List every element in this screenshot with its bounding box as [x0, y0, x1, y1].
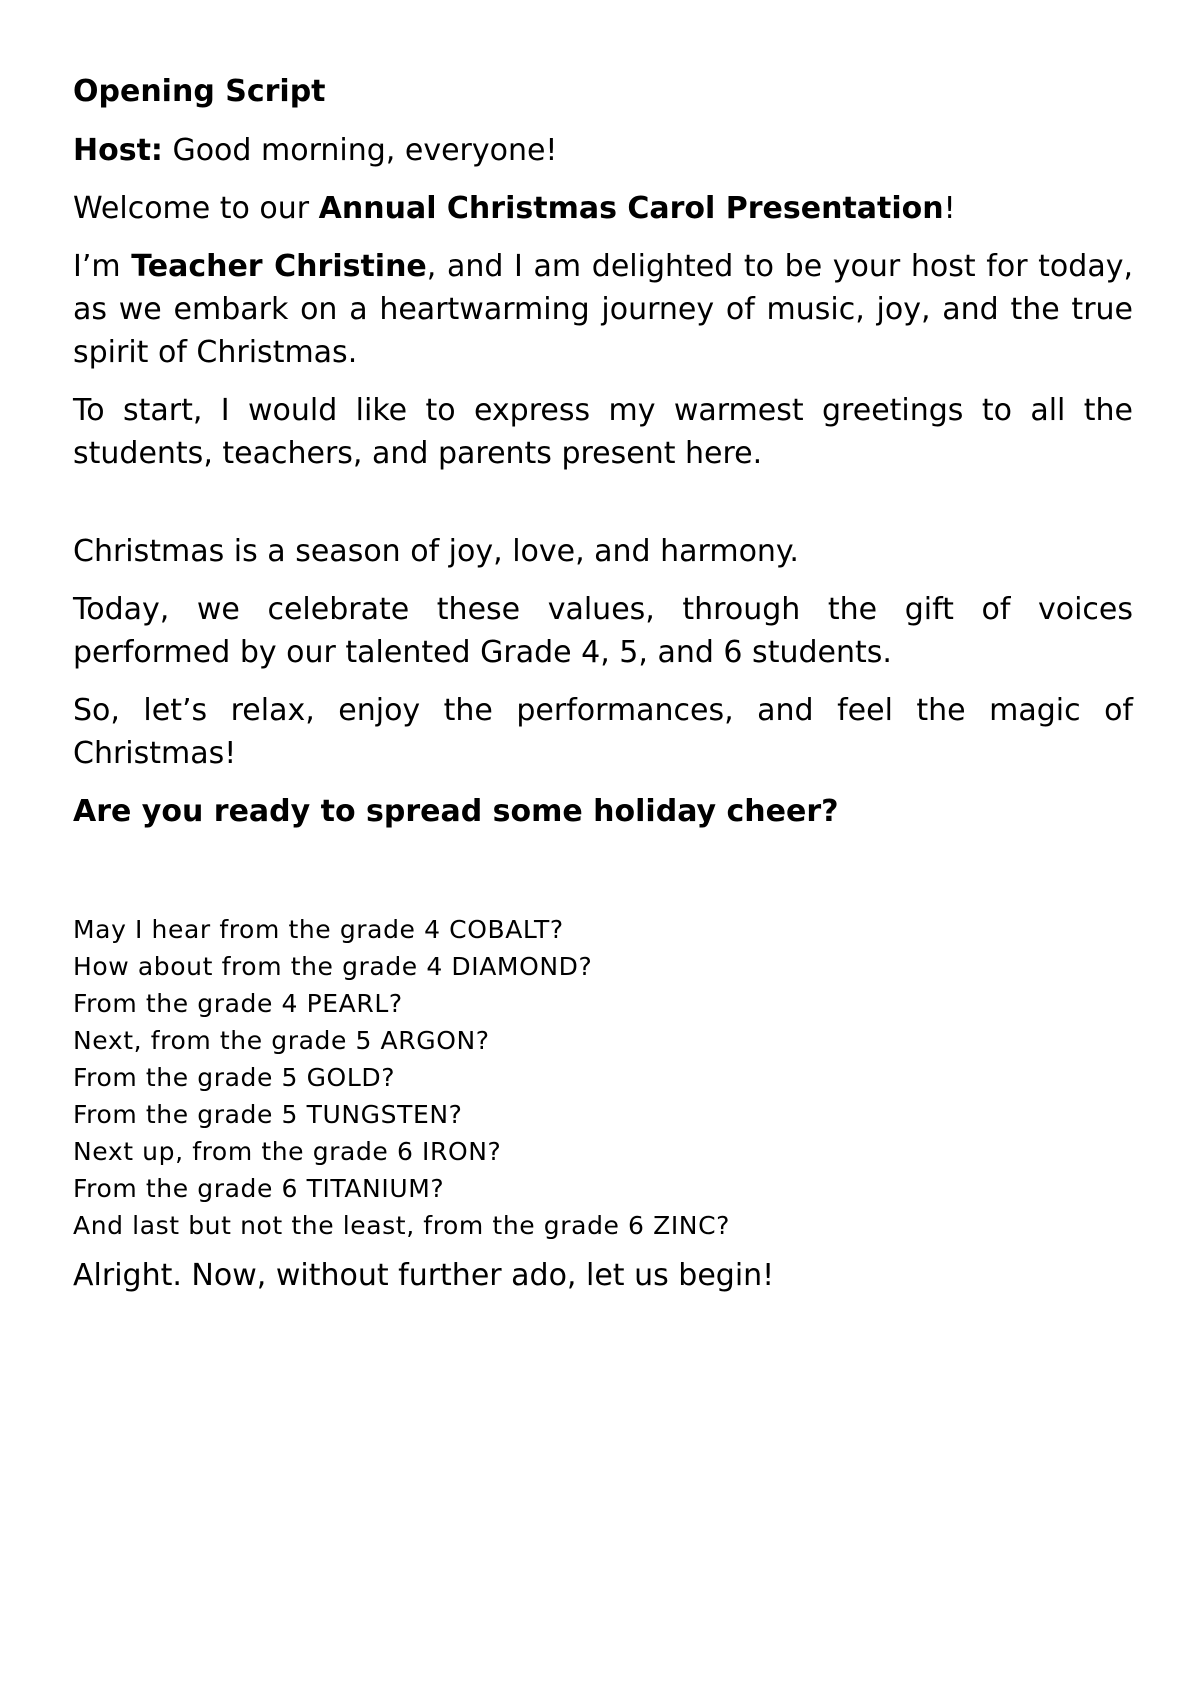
- cheer-question: Are you ready to spread some holiday cheer?: [73, 794, 839, 829]
- welcome-line: [73, 187, 1133, 230]
- call-item: From the grade 4 PEARL?: [73, 989, 403, 1018]
- host-name: Teacher Christine: [131, 249, 427, 284]
- host-label: Host:: [73, 133, 163, 168]
- season-paragraph: Christmas is a season of joy, love, and harmony.: [73, 534, 799, 569]
- call-item: How about from the grade 4 DIAMOND?: [73, 952, 593, 981]
- greeting-paragraph: To start, I would like to express my warmest greetings to all the students, teachers, and parents present here.: [73, 393, 1133, 471]
- event-name: Annual Christmas Carol Presentation: [318, 191, 944, 226]
- intro-paragraph: [73, 245, 1133, 374]
- call-item: From the grade 5 TUNGSTEN?: [73, 1100, 463, 1129]
- spacer: [73, 849, 1133, 911]
- closing-line: Alright. Now, without further ado, let us begin!: [73, 1258, 775, 1293]
- celebrate-paragraph: Today, we celebrate these values, through the gift of voices performed by our talented Grade 4, 5, and 6 students.: [73, 592, 1133, 670]
- section-call-list: [73, 911, 1133, 1244]
- call-item: Next up, from the grade 6 IRON?: [73, 1137, 502, 1166]
- script-heading: Opening Script: [73, 74, 326, 109]
- call-item: And last but not the least, from the grade 6 ZINC?: [73, 1211, 731, 1240]
- relax-paragraph: So, let’s relax, enjoy the performances, and feel the magic of Christmas!: [73, 693, 1133, 771]
- intro-pre: I’m: [73, 249, 132, 284]
- call-item: Next, from the grade 5 ARGON?: [73, 1026, 490, 1055]
- welcome-pre: Welcome to our: [73, 191, 319, 226]
- call-item: From the grade 6 TITANIUM?: [73, 1174, 445, 1203]
- intro-post: , and I am delighted to be your host for today, as we embark on a heartwarming journey of music, joy, and the true spirit of Christmas.: [73, 249, 1133, 370]
- call-item: From the grade 5 GOLD?: [73, 1063, 396, 1092]
- spacer: [73, 490, 1133, 530]
- welcome-post: !: [943, 191, 956, 226]
- call-item: May I hear from the grade 4 COBALT?: [73, 915, 564, 944]
- host-greeting: [73, 129, 1133, 172]
- host-line: Good morning, everyone!: [162, 133, 558, 168]
- document-page: [73, 70, 1133, 1297]
